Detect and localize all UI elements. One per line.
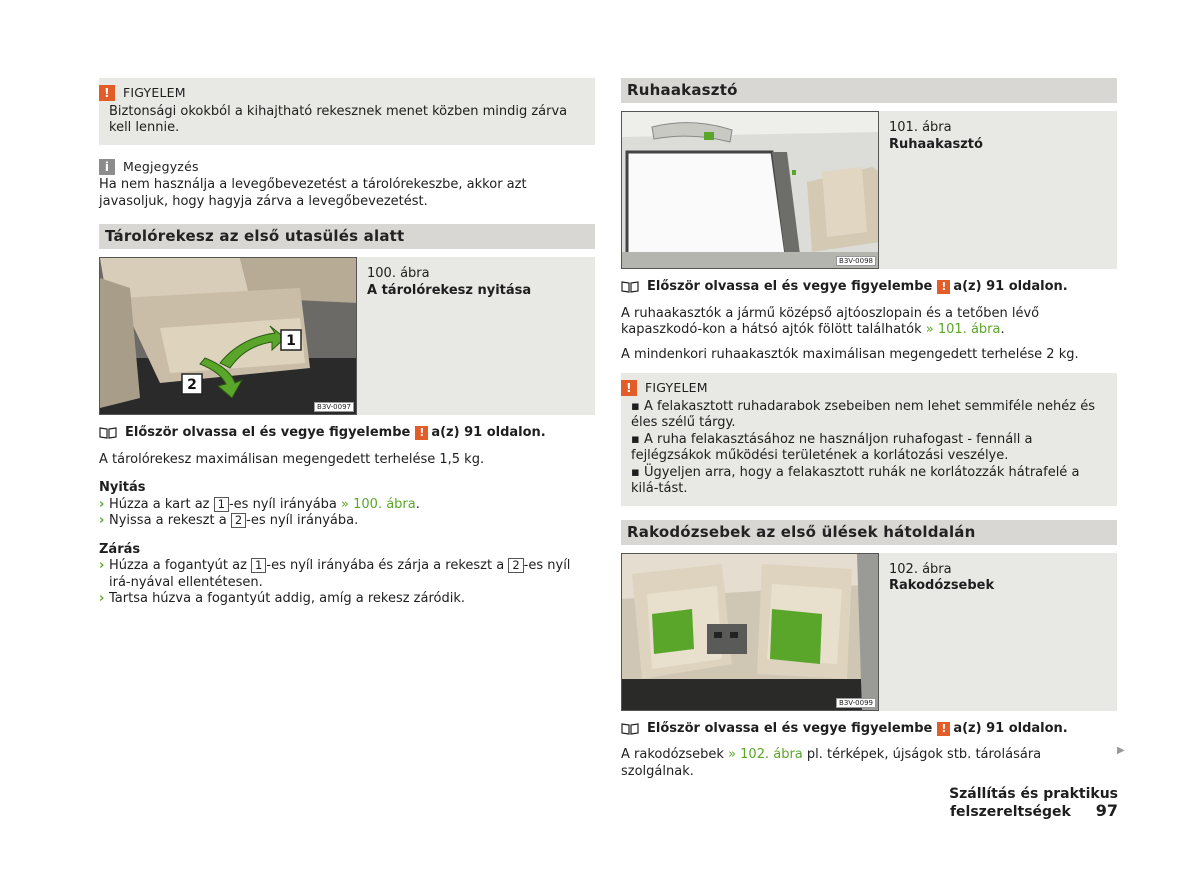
book-icon: [99, 427, 117, 439]
step-text-a: Húzza a kart az: [109, 496, 210, 512]
step-text: [109, 497, 420, 514]
note-header: [99, 159, 595, 176]
figure-101: [621, 111, 1117, 269]
read-first-page-link[interactable]: a(z) 91 oldalon.: [431, 425, 546, 440]
warning-icon: !: [99, 85, 115, 101]
step-text-b: -es nyíl irányába: [228, 496, 337, 512]
page-number: 97: [1095, 800, 1118, 820]
book-icon: [621, 723, 639, 735]
marker-1-text: 1: [286, 333, 296, 349]
warning-ref-icon: !: [937, 722, 950, 736]
marker-2-text: 2: [187, 377, 197, 393]
coat-hook-paragraph: [621, 306, 1117, 339]
closing-step-2: [99, 591, 595, 608]
step-text-a: Húzza a fogantyút az: [109, 558, 247, 573]
figure-caption: [879, 111, 993, 269]
step-text-c: -es nyíl irá-nyával ellentétesen.: [109, 558, 571, 590]
arrow-number-2: 2: [508, 558, 523, 573]
arrow-number-1: 1: [214, 497, 229, 512]
closing-step-1: [99, 558, 595, 591]
opening-step-1: [99, 497, 595, 514]
figure-title: Rakodózsebek: [889, 578, 995, 593]
paragraph-end: .: [1000, 322, 1005, 337]
coat-hook-image: [621, 111, 879, 269]
closing-heading: Zárás: [99, 541, 141, 557]
warning-title: FIGYELEM: [645, 380, 708, 395]
right-column: [621, 78, 1117, 780]
section-title-coat-hook: Ruhaakasztó: [621, 78, 1117, 103]
warning-item-text: A felakasztott ruhadarabok zsebeiben nem lehet semmiféle nehéz és éles szélű tárgy.: [631, 398, 1095, 430]
warning-box-coat: [621, 373, 1117, 506]
arrow-number-1: 1: [251, 558, 266, 573]
read-first-line: [99, 425, 595, 442]
step-text-b: -es nyíl irányába és zárja a rekeszt a: [266, 558, 505, 573]
seat-pockets-illustration: [622, 554, 879, 711]
seat-pockets-image: [621, 553, 879, 711]
note-text: Ha nem használja a levegőbevezetést a tárolórekeszbe, akkor azt javasoljuk, hogy hagyja zárva a levegőbevezetést.: [99, 177, 527, 209]
read-first-text: Először olvassa el és vegye figyelembe: [647, 279, 933, 294]
warning-item-text: A ruha felakasztásához ne használjon ruhafogast - fennáll a fejlégzsákok működési területének a korlátozási veszélye.: [631, 431, 1033, 463]
paragraph-text: A rakodózsebek: [621, 747, 724, 762]
read-first-page-link[interactable]: a(z) 91 oldalon.: [953, 720, 1068, 736]
opening-step-2: [99, 513, 595, 530]
figure-title: A tárolórekesz nyitása: [367, 282, 532, 298]
step-text: [109, 558, 595, 591]
paragraph-text: A ruhaakasztók a jármű középső ajtóoszlopain és a tetőben lévő kapaszkodó-kon a hátsó ajtók fölött találhatók: [621, 305, 1040, 337]
pockets-paragraph: [621, 747, 1117, 780]
warning-text: Biztonsági okokból a kihajtható rekesznek menet közben mindig zárva kell lennie.: [109, 103, 568, 135]
step-text-b: -es nyíl irányába.: [246, 513, 359, 528]
figure-code: B3V-0097: [314, 402, 354, 412]
paragraph-end: pl. térképek, újságok stb. tárolására szolgálnak.: [621, 747, 1042, 779]
book-icon: [621, 281, 639, 293]
arrow-number-2: 2: [231, 513, 246, 528]
warning-ref-icon: !: [415, 426, 428, 440]
figure-link-101[interactable]: » 101. ábra: [925, 322, 1001, 337]
figure-caption: [357, 257, 541, 415]
warning-ref-icon: !: [937, 280, 950, 294]
warning-header: [621, 380, 1107, 397]
note-title: Megjegyzés: [123, 158, 199, 174]
figure-code: B3V-0099: [836, 698, 876, 708]
read-first-line: [621, 721, 1117, 738]
warning-icon: !: [621, 380, 637, 396]
figure-102: [621, 553, 1117, 711]
read-first-text: Először olvassa el és vegye figyelembe: [125, 425, 411, 440]
step-arrow-icon: ›: [99, 558, 105, 573]
figure-number: 102. ábra: [889, 561, 952, 577]
storage-drawer-image: [99, 257, 357, 415]
step-arrow-icon: ›: [99, 496, 105, 512]
warning-item-3: ▪ Ügyeljen arra, hogy a felakasztott ruhák ne korlátozzák hátrafelé a kilá-tást.: [631, 464, 1080, 496]
figure-link-102[interactable]: » 102. ábra: [728, 747, 803, 762]
read-first-line: [621, 279, 1117, 296]
figure-number: 101. ábra: [889, 120, 952, 135]
info-icon: i: [99, 159, 115, 175]
step-text: Tartsa húzva a fogantyút addig, amíg a rekesz záródik.: [109, 591, 466, 606]
warning-item-1: ▪ A felakasztott ruhadarabok zsebeiben nem lehet semmiféle nehéz és éles szélű tárgy.: [631, 398, 1095, 430]
coat-hook-illustration: [622, 112, 879, 269]
step-arrow-icon: ›: [99, 513, 105, 528]
warning-header: [99, 85, 585, 102]
step-text: [109, 513, 358, 530]
figure-number: 100. ábra: [367, 266, 430, 281]
load-text: A tárolórekesz maximálisan megengedett terhelése 1,5 kg.: [99, 451, 485, 467]
opening-heading: Nyitás: [99, 480, 146, 495]
warning-item-text: Ügyeljen arra, hogy a felakasztott ruhák ne korlátozzák hátrafelé a kilá-tást.: [631, 464, 1080, 496]
read-first-text: Először olvassa el és vegye figyelembe: [647, 720, 933, 736]
read-first-page-link[interactable]: a(z) 91 oldalon.: [953, 279, 1068, 294]
section-title-pockets: Rakodózsebek az első ülések hátoldalán: [621, 520, 1117, 545]
continue-arrow-icon: ▶: [1117, 745, 1125, 756]
warning-item-2: ▪ A ruha felakasztásához ne használjon ruhafogast - fennáll a fejlégzsákok működési területének a korlátozási veszélye.: [631, 431, 1033, 463]
figure-100: [99, 257, 595, 415]
coat-hook-load-text: A mindenkori ruhaakasztók maximálisan megengedett terhelése 2 kg.: [621, 346, 1079, 362]
figure-code: B3V-0098: [836, 256, 876, 266]
chapter-title: Szállítás és praktikus felszereltségek: [949, 786, 1118, 820]
figure-caption: [879, 553, 1004, 711]
step-text-c: .: [415, 496, 420, 512]
figure-title: Ruhaakasztó: [889, 136, 983, 152]
step-arrow-icon: ›: [99, 591, 105, 606]
left-column: [99, 78, 595, 608]
warning-title: FIGYELEM: [123, 85, 186, 100]
section-title: Tárolórekesz az első utasülés alatt: [99, 224, 595, 249]
note-block: [99, 159, 595, 211]
figure-link-100[interactable]: » 100. ábra: [341, 496, 416, 512]
step-text-a: Nyissa a rekeszt a: [109, 513, 227, 528]
page-footer: [836, 786, 1118, 820]
storage-drawer-illustration: [100, 258, 357, 415]
warning-box: [99, 78, 595, 145]
